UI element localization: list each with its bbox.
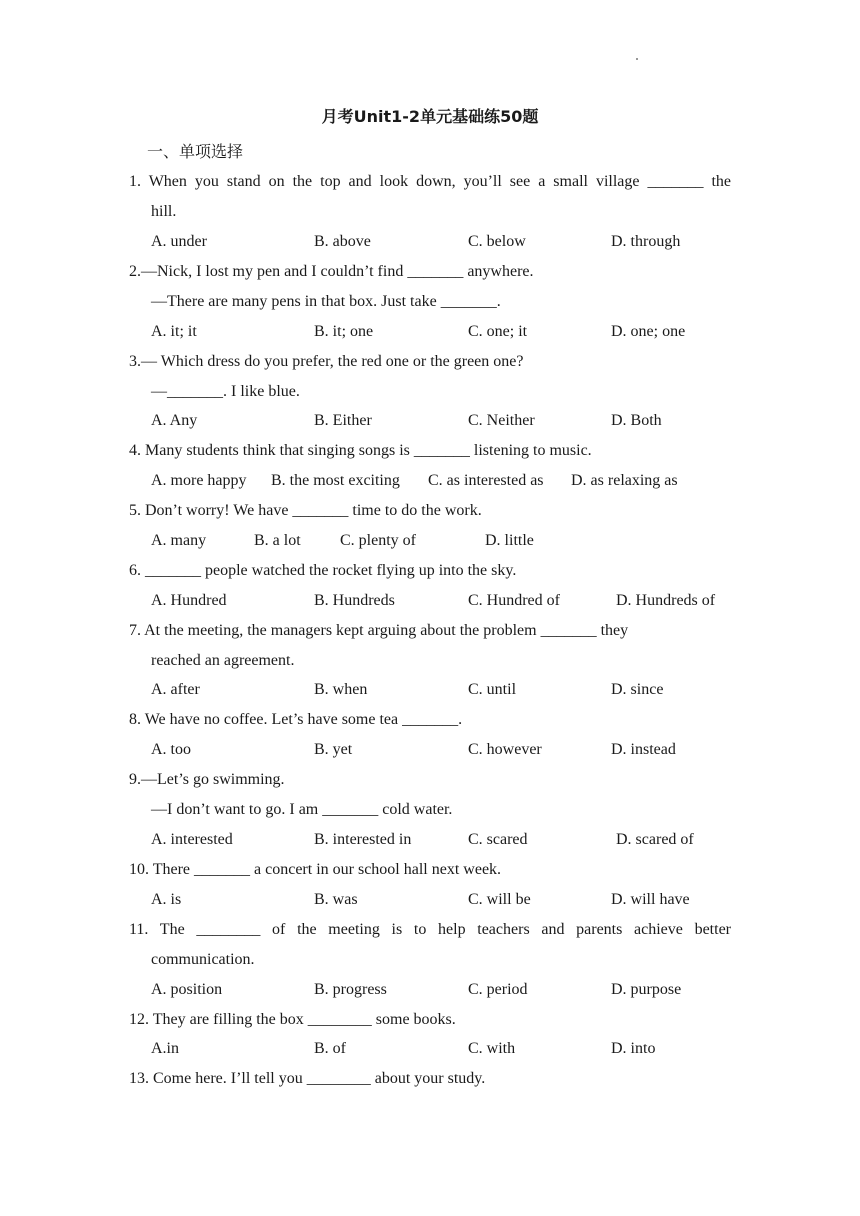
question-12-stem: 12. They are filling the box ________ some books.	[129, 1011, 456, 1028]
question-7-option-a: A. after	[151, 681, 200, 698]
question-8-stem: 8. We have no coffee. Let’s have some tea _______.	[129, 711, 463, 728]
question-10-option-b: B. was	[314, 891, 358, 908]
question-9-option-a: A. interested	[151, 831, 233, 848]
question-10-option-a: A. is	[151, 891, 182, 908]
question-7-stem: 7. At the meeting, the managers kept arguing about the problem _______ they	[129, 622, 629, 639]
question-3-option-c: C. Neither	[468, 412, 535, 429]
question-11-option-c: C. period	[468, 981, 528, 998]
question-3-stem: 3.— Which dress do you prefer, the red one or the green one?	[129, 353, 524, 370]
question-10-option-c: C. will be	[468, 891, 531, 908]
question-1-option-d: D. through	[611, 233, 681, 250]
question-3-stem-cont: —_______. I like blue.	[151, 383, 300, 400]
question-1-stem-cont: hill.	[151, 203, 177, 220]
question-5-option-a: A. many	[151, 532, 207, 549]
question-4-option-b: B. the most exciting	[271, 472, 400, 489]
question-9-option-d: D. scared of	[616, 831, 694, 848]
question-4-option-a: A. more happy	[151, 472, 247, 489]
question-2-option-a: A. it; it	[151, 323, 197, 340]
question-6-option-a: A. Hundred	[151, 592, 227, 609]
question-11-option-a: A. position	[151, 981, 223, 998]
question-1-option-a: A. under	[151, 233, 207, 250]
question-12-option-b: B. of	[314, 1040, 346, 1057]
question-1-option-c: C. below	[468, 233, 526, 250]
question-5-stem: 5. Don’t worry! We have _______ time to do the work.	[129, 502, 482, 519]
question-2-stem-cont: —There are many pens in that box. Just take _______.	[151, 293, 501, 310]
page-title: 月考Unit1-2单元基础练50题	[321, 107, 539, 126]
question-11-option-d: D. purpose	[611, 981, 682, 998]
question-6-stem: 6. _______ people watched the rocket flying up into the sky.	[129, 562, 517, 579]
question-9-option-c: C. scared	[468, 831, 528, 848]
question-2-stem: 2.—Nick, I lost my pen and I couldn’t find _______ anywhere.	[129, 263, 534, 280]
question-8-option-c: C. however	[468, 741, 542, 758]
question-5-option-b: B. a lot	[254, 532, 301, 549]
question-9-option-b: B. interested in	[314, 831, 412, 848]
question-2-option-c: C. one; it	[468, 323, 528, 340]
question-5-option-c: C. plenty of	[340, 532, 416, 549]
question-7-option-b: B. when	[314, 681, 368, 698]
question-1-stem: 1. When you stand on the top and look down, you’ll see a small village _______ the	[129, 173, 731, 190]
question-9-stem: 9.—Let’s go swimming.	[129, 771, 285, 788]
question-6-option-b: B. Hundreds	[314, 592, 395, 609]
question-4-option-c: C. as interested as	[428, 472, 544, 489]
question-5-option-d: D. little	[485, 532, 534, 549]
question-9-stem-cont: —I don’t want to go. I am _______ cold water.	[151, 801, 453, 818]
question-3-option-d: D. Both	[611, 412, 662, 429]
question-7-option-c: C. until	[468, 681, 517, 698]
question-8-option-a: A. too	[151, 741, 191, 758]
question-10-stem: 10. There _______ a concert in our school hall next week.	[129, 861, 502, 878]
question-2-option-d: D. one; one	[611, 323, 686, 340]
question-6-option-d: D. Hundreds of	[616, 592, 716, 609]
question-7-stem-cont: reached an agreement.	[151, 652, 295, 669]
question-11-option-b: B. progress	[314, 981, 387, 998]
question-3-option-a: A. Any	[151, 412, 198, 429]
question-8-option-b: B. yet	[314, 741, 353, 758]
question-10-option-d: D. will have	[611, 891, 690, 908]
question-2-option-b: B. it; one	[314, 323, 374, 340]
section-heading: 一、单项选择	[147, 142, 244, 161]
question-7-option-d: D. since	[611, 681, 664, 698]
question-4-option-d: D. as relaxing as	[571, 472, 678, 489]
question-12-option-a: A.in	[151, 1040, 179, 1057]
question-12-option-c: C. with	[468, 1040, 516, 1057]
question-12-option-d: D. into	[611, 1040, 656, 1057]
question-4-stem: 4. Many students think that singing songs is _______ listening to music.	[129, 442, 592, 459]
question-11-stem: 11. The ________ of the meeting is to help teachers and parents achieve better	[129, 921, 731, 938]
question-3-option-b: B. Either	[314, 412, 372, 429]
question-8-option-d: D. instead	[611, 741, 676, 758]
question-1-option-b: B. above	[314, 233, 371, 250]
question-13-stem: 13. Come here. I’ll tell you ________ about your study.	[129, 1070, 486, 1087]
page-mark	[636, 58, 638, 60]
question-11-stem-cont: communication.	[151, 951, 255, 968]
question-6-option-c: C. Hundred of	[468, 592, 560, 609]
